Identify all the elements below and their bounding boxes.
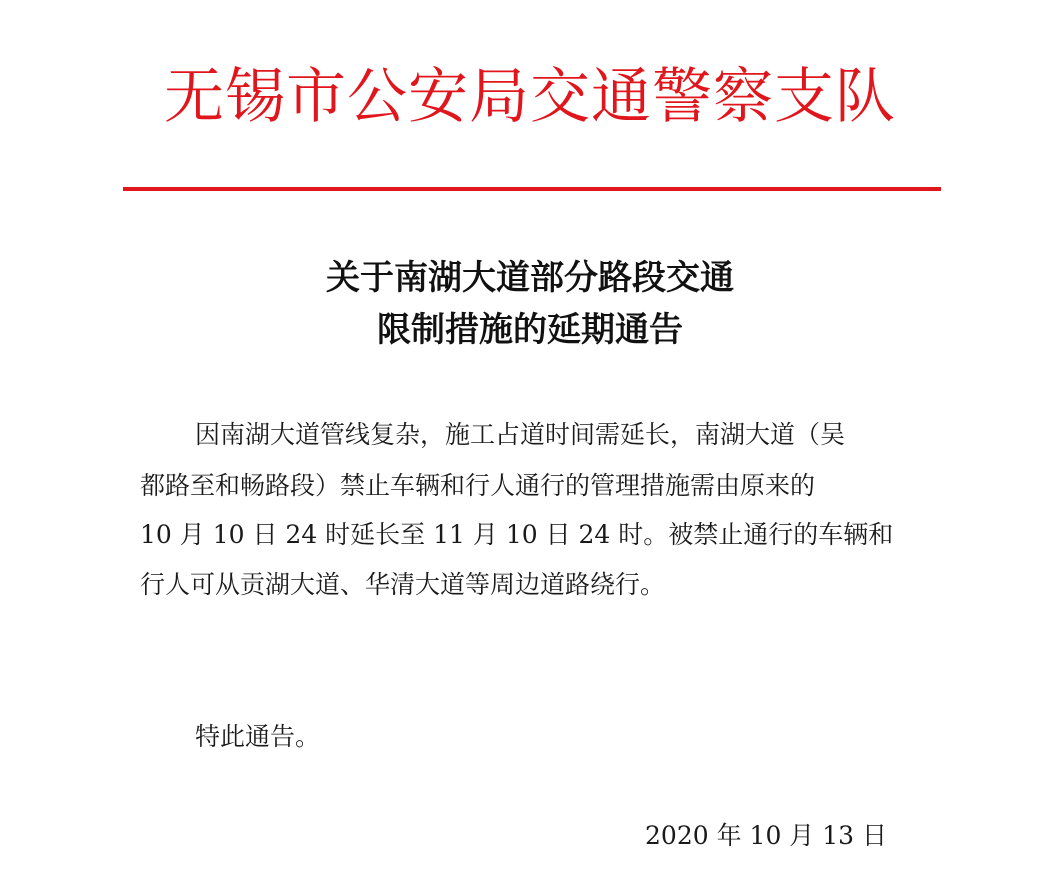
body-paragraph-line-3: 10 月 10 日 24 时延长至 11 月 10 日 24 时。被禁止通行的车辆和 xyxy=(140,520,894,549)
issue-date: 2020 年 10 月 13 日 xyxy=(645,821,887,850)
document-title-line-1: 关于南湖大道部分路段交通 xyxy=(326,258,734,298)
body-paragraph-line-2: 都路至和畅路段）禁止车辆和行人通行的管理措施需由原来的 xyxy=(140,471,816,500)
body-paragraph-line-1: 因南湖大道管线复杂，施工占道时间需延长，南湖大道（吴 xyxy=(195,420,846,449)
issuing-organization-header: 无锡市公安局交通警察支队 xyxy=(164,62,896,132)
closing-remark: 特此通告。 xyxy=(195,722,321,751)
document-title xyxy=(0,252,1060,356)
body-paragraph-line-4: 行人可从贡湖大道、华清大道等周边道路绕行。 xyxy=(140,570,666,599)
red-header-rule xyxy=(123,187,941,191)
document-title-line-2: 限制措施的延期通告 xyxy=(377,310,683,350)
